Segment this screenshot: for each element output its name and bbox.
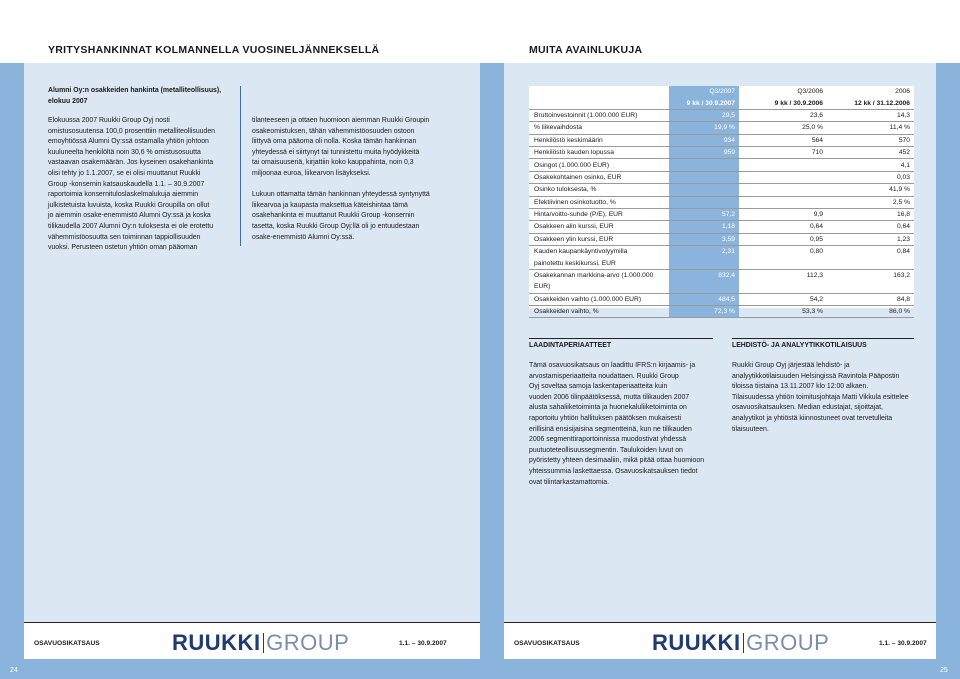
cell-q3-2007: 1,18	[669, 221, 739, 233]
cell-q3-2007	[669, 196, 739, 208]
column-subheader-q3-2007: 9 kk / 30.9.2007	[669, 97, 739, 109]
text-line: Tilaisuudessa yhtiön toimitusjohtaja Matti Vikkula esittelee	[732, 393, 909, 401]
text-line: raportoitu yhtiön hallituksen päätöksen mukaisesti	[529, 414, 682, 422]
box-heading-line: elokuu 2007	[48, 97, 88, 105]
text-line: osakehankinta ei muuttanut Ruukki Group -konsernin	[252, 212, 415, 220]
logo-divider	[743, 633, 745, 653]
principles-heading: LAADINTAPERIAATTEET	[529, 342, 612, 349]
row-label: Osinko tuloksesta, %	[529, 184, 669, 196]
left-footer-rule	[24, 622, 480, 623]
row-label: Osingot (1.000.000 EUR)	[529, 159, 669, 171]
kpi-table	[529, 86, 914, 318]
cell-2006: 14,3	[827, 109, 914, 121]
left-footer-label: OSAVUOSIKATSAUS	[34, 640, 100, 647]
cell-q3-2006: 0,95	[739, 233, 827, 245]
row-label: % liikevaihdosta	[529, 122, 669, 134]
table-row	[529, 109, 914, 121]
cell-q3-2006: 0,64	[739, 221, 827, 233]
cell-q3-2007: 484,5	[669, 293, 739, 305]
row-label: Henkilöstö keskimäärin	[529, 134, 669, 146]
spine-band	[480, 63, 504, 659]
text-line: Elokuussa 2007 Ruukki Group Oyj nosti	[48, 117, 170, 124]
table-row	[529, 257, 914, 269]
text-line: Ruukki Group Oyj järjestää lehdistö- ja	[732, 362, 850, 369]
cell-q3-2006	[739, 196, 827, 208]
text-line: arvostamisperiaatteita noudattaen. Ruukki Group	[529, 372, 679, 380]
middle-column-text	[252, 116, 452, 243]
cell-q3-2007: 959	[669, 146, 739, 158]
table-row	[529, 134, 914, 146]
cell-2006: 570	[827, 134, 914, 146]
table-header-row	[529, 97, 914, 109]
right-ruukki-logo	[652, 630, 829, 656]
cell-q3-2007: 72,3 %	[669, 306, 739, 318]
cell-q3-2007	[669, 257, 739, 269]
text-line: vastaavan osakemäärän. Jos kyseinen osakehankinta	[48, 159, 214, 167]
text-line: alusta sahaliiketoiminta ja huonekaluliiketoiminta on	[529, 404, 687, 412]
row-label: Efektiivinen osinkotuotto, %	[529, 196, 669, 208]
table-row	[529, 171, 914, 183]
cell-q3-2007	[669, 281, 739, 293]
row-label: Osakkeiden vaihto (1.000.000 EUR)	[529, 293, 669, 305]
row-label: EUR)	[529, 281, 669, 293]
text-line: tasetta, koska Ruukki Group Oyj:llä oli jo entuudestaan	[252, 222, 420, 230]
text-line: osakeomistuksen, tähän vähemmistöosuuden ostoon	[252, 127, 415, 135]
cell-q3-2007: 29,5	[669, 109, 739, 121]
left-column-text	[48, 116, 238, 254]
press-rule	[732, 338, 914, 339]
cell-q3-2006: 25,0 %	[739, 122, 827, 134]
table-row	[529, 306, 914, 318]
table-row	[529, 281, 914, 293]
column-subheader-q3-2006: 9 kk / 30.9.2006	[739, 97, 827, 109]
row-label: Kauden kaupankäyntivolyymilla	[534, 248, 628, 256]
table-row	[529, 208, 914, 220]
cell-q3-2006: 112,3	[806, 272, 823, 280]
text-line: Lukuun ottamatta tämän hankinnan yhteydessä syntynyttä	[252, 191, 430, 199]
text-line: liikearvoa ja kaupasta maksettua käteishintaa tämä	[252, 201, 408, 209]
bottom-strip	[0, 659, 960, 679]
text-line: analyytikot ja yhtiöstä kiinnostuneet ovat tervetulleita	[732, 414, 893, 422]
column-header-2006: 2006	[895, 88, 910, 96]
column-divider	[240, 86, 241, 246]
table-row	[529, 233, 914, 245]
text-line: miljoonaa euroa, liikearvon lisäykseksi.	[252, 169, 371, 177]
cell-q3-2006: 9,9	[739, 208, 827, 220]
text-line: yhteissummia laskettaessa. Osavuosikatsauksen tiedot	[529, 467, 698, 475]
cell-q3-2006	[739, 281, 827, 293]
box-heading-line: Alumni Oy:n osakkeiden hankinta (metalliteollisuus),	[48, 87, 222, 94]
text-line: yhteydessä ei siirtynyt tai tunnistettu muita hyödykkeitä	[252, 148, 420, 156]
cell-q3-2006	[739, 159, 827, 171]
press-text	[732, 361, 932, 435]
table-row	[529, 196, 914, 208]
right-footer-label: OSAVUOSIKATSAUS	[514, 640, 580, 647]
cell-q3-2007: 2,31	[669, 246, 739, 258]
table-header-row	[529, 86, 914, 97]
cell-2006: 452	[827, 146, 914, 158]
cell-q3-2006: 710	[739, 146, 827, 158]
cell-2006: 16,8	[827, 208, 914, 220]
row-label: Osakkeiden vaihto, %	[529, 306, 669, 318]
cell-q3-2006: 53,3 %	[739, 306, 827, 318]
text-line: osavuosikatsauksen. Median edustajat, sijoittajat,	[732, 404, 883, 412]
table-row	[529, 146, 914, 158]
cell-2006: 1,23	[827, 233, 914, 245]
logo-word-group: GROUP	[266, 630, 350, 655]
text-line: tiloissa tiistaina 13.11.2007 klo 12:00 alkaen.	[732, 383, 869, 391]
text-line: ovat tilintarkastamattomia.	[529, 478, 610, 486]
row-label: Osakekannan markkina-arvo (1.000.000	[534, 272, 654, 280]
text-line: pyöristetty yhteen desimaaliin, mikä pitää ottaa huomioon	[529, 457, 705, 465]
cell-2006: 41,9 %	[827, 184, 914, 196]
text-line: emoyhtiössä Alumni Oy:ssä ostamalla yhtiön johtoon	[48, 138, 209, 146]
text-line: tilaisuuteen.	[732, 425, 769, 433]
text-line: erillisinä ensisijaisina segmentteinä, kun ne tilikauden	[529, 425, 692, 433]
logo-word-group: GROUP	[746, 630, 830, 655]
right-margin-band	[936, 63, 960, 659]
cell-q3-2007	[669, 159, 739, 171]
text-line: tai omaisuuseriä, kirjattiin koko kauppahinta, noin 0,3	[252, 159, 414, 167]
column-subheader-2006: 12 kk / 31.12.2006	[827, 97, 914, 109]
left-page-number: 24	[10, 667, 18, 674]
right-page-number: 25	[940, 667, 948, 674]
cell-q3-2007: 934	[669, 134, 739, 146]
principles-rule	[529, 338, 713, 339]
table-row	[529, 159, 914, 171]
text-line: kuuluneelta henkilöltä noin 30,6 % omistusosuutta	[48, 148, 201, 156]
cell-q3-2007: 57,2	[669, 208, 739, 220]
text-line: liittyvä oma pääoma oli nolla. Koska tämän hankinnan	[252, 138, 417, 146]
row-label: Bruttoinvestoinnit (1.000.000 EUR)	[529, 109, 669, 121]
table-row	[529, 246, 914, 258]
left-footer-period: 1.1. – 30.9.2007	[399, 640, 447, 647]
right-footer-period: 1.1. – 30.9.2007	[879, 640, 927, 647]
row-label: Hinta/voitto-suhde (P/E), EUR	[529, 208, 669, 220]
table-row	[529, 293, 914, 305]
text-line: 2006 segmenttiraportoinnissa muodostivat yhdessä	[529, 436, 687, 444]
text-line: osake-enemmistö Alumni Oy:ssä.	[252, 233, 355, 241]
text-line: omistusosuutensa 100,0 prosenttiin metalliteollisuuden	[48, 127, 216, 135]
row-label: painotettu keskikurssi, EUR	[529, 257, 669, 269]
kpi-table-body	[529, 109, 914, 318]
text-line: vuoden 2006 tilinpäätöksessä, mutta tilikauden 2007	[529, 393, 690, 401]
text-line: tilikaudella 2007 Alumni Oy:n tuloksesta ei ole erotettu	[48, 222, 214, 230]
right-page-title: MUITA AVAINLUKUJA	[529, 44, 643, 56]
cell-2006: 2,5 %	[827, 196, 914, 208]
text-line: analyytikkotilaisuuden Helsingissä Ravintola Pääpostin	[732, 372, 900, 380]
text-line: raportoimia konsernituloslaskelmalukuja aiemmin	[48, 191, 199, 199]
right-footer-rule	[504, 622, 936, 623]
cell-2006: 163,2	[893, 272, 910, 280]
column-header-q3-2006: Q3/2006	[797, 88, 823, 96]
cell-q3-2006: 0,80	[809, 248, 823, 256]
row-label: Henkilöstö kauden lopussa	[529, 146, 669, 158]
cell-2006: 84,8	[827, 293, 914, 305]
row-label: Osakkeen alin kurssi, EUR	[529, 221, 669, 233]
text-line: jo aiemmin osake-enemmistö Alumni Oy:ssä ja koska	[48, 212, 211, 220]
text-line: vähemmistöosuutta sen toiminnan tappiollisuuden	[48, 233, 201, 241]
left-margin-band	[0, 63, 24, 659]
acquisition-box-heading	[48, 86, 221, 107]
logo-divider	[263, 633, 265, 653]
cell-q3-2006: 54,2	[739, 293, 827, 305]
text-line: olisi tehty jo 1.1.2007, se ei olisi muuttanut Ruukki	[48, 169, 201, 177]
text-line: julkistetuista luvuista, koska Ruukki Groupilla on ollut	[48, 201, 210, 209]
press-heading: LEHDISTÖ- JA ANALYYTIKKOTILAISUUS	[732, 342, 867, 349]
table-row	[529, 184, 914, 196]
table-row	[529, 269, 914, 281]
cell-q3-2007: 3,59	[669, 233, 739, 245]
cell-2006	[827, 257, 914, 269]
text-line: Oyj soveltaa samoja laskentaperiaatteita kuin	[529, 383, 668, 391]
logo-word-ruukki: RUUKKI	[652, 630, 741, 655]
cell-q3-2006	[739, 184, 827, 196]
text-line: Tämä osavuosikatsaus on laadittu IFRS:n kirjaamis- ja	[529, 362, 696, 369]
table-row	[529, 122, 914, 134]
cell-q3-2007	[669, 171, 739, 183]
row-label: Osakekohtainen osinko, EUR	[529, 171, 669, 183]
principles-text	[529, 361, 719, 488]
row-label: Osakkeen ylin kurssi, EUR	[529, 233, 669, 245]
cell-q3-2007	[669, 184, 739, 196]
left-page-title: YRITYSHANKINNAT KOLMANNELLA VUOSINELJÄNNEKSELLÄ	[48, 44, 380, 56]
text-line: Group -konsernin katsauskaudella 1.1. – 30.9.2007	[48, 180, 205, 188]
kpi-table-box	[529, 86, 914, 316]
text-line: puutuoteteollisuussegmentin. Taulukoiden luvut on	[529, 446, 683, 454]
cell-q3-2007: 19,9 %	[669, 122, 739, 134]
logo-word-ruukki: RUUKKI	[172, 630, 261, 655]
cell-2006: 4,1	[827, 159, 914, 171]
table-row	[529, 221, 914, 233]
text-line: tilanteeseen ja ottaen huomioon aiemman Ruukki Groupin	[252, 117, 430, 124]
cell-2006: 0,84	[896, 248, 910, 256]
cell-q3-2006: 564	[739, 134, 827, 146]
cell-q3-2006	[739, 171, 827, 183]
cell-2006	[827, 281, 914, 293]
column-header-q3-2007: Q3/2007	[669, 86, 739, 97]
cell-2006: 11,4 %	[827, 122, 914, 134]
cell-2006: 0,03	[827, 171, 914, 183]
text-line: vuoksi. Perusteen ostetun yhtiön oman pääoman	[48, 244, 198, 252]
cell-2006: 86,0 %	[827, 306, 914, 318]
cell-2006: 0,64	[827, 221, 914, 233]
cell-q3-2007: 832,4	[669, 269, 739, 281]
left-ruukki-logo	[172, 630, 349, 656]
cell-q3-2006	[739, 257, 827, 269]
cell-q3-2006: 23,6	[739, 109, 827, 121]
